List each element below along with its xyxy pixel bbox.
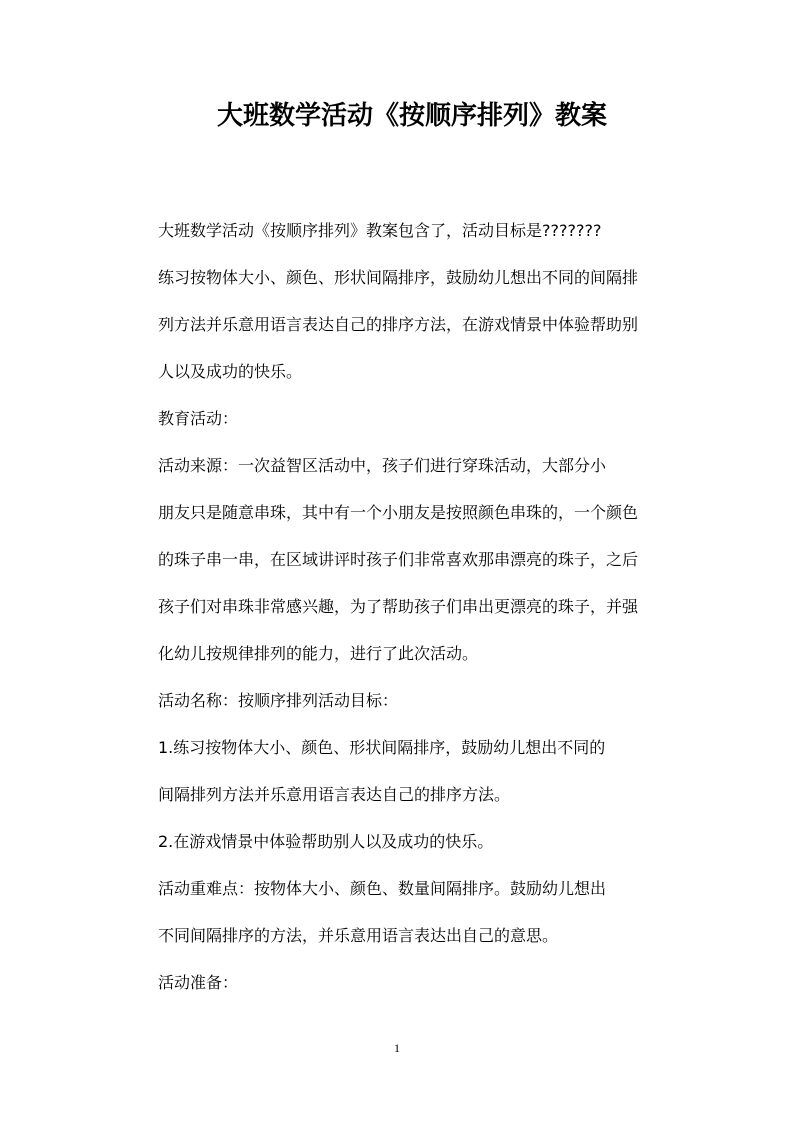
paragraph-line: 练习按物体大小、颜色、形状间隔排序，鼓励幼儿想出不同的间隔排 xyxy=(158,268,639,287)
paragraph-line: 活动重难点：按物体大小、颜色、数量间隔排序。鼓励幼儿想出 xyxy=(158,879,607,898)
paragraph-goal-1 xyxy=(120,724,676,818)
paragraph-line: 间隔排列方法并乐意用语言表达自己的排序方法。 xyxy=(158,785,511,804)
paragraph-line: 孩子们对串珠非常感兴趣，为了帮助孩子们串出更漂亮的珠子，并强 xyxy=(158,597,639,616)
paragraph-line: 朋友只是随意串珠，其中有一个小朋友是按照颜色串珠的，一个颜色 xyxy=(158,503,639,522)
paragraph-education-activity xyxy=(120,395,676,442)
paragraph-line: 列方法并乐意用语言表达自己的排序方法，在游戏情景中体验帮助别 xyxy=(158,315,639,334)
page-number: 1 xyxy=(394,1041,400,1055)
paragraph-line: 教育活动： xyxy=(158,409,239,428)
paragraph-line: 活动准备： xyxy=(158,973,239,992)
paragraph-line: 化幼儿按规律排列的能力，进行了此次活动。 xyxy=(158,644,479,663)
paragraph-line: 2.在游戏情景中体验帮助别人以及成功的快乐。 xyxy=(158,832,494,851)
paragraph-line: 人以及成功的快乐。 xyxy=(158,362,303,381)
document-body xyxy=(120,207,676,1006)
paragraph-activity-source xyxy=(120,442,676,677)
paragraph-line: 活动来源：一次益智区活动中，孩子们进行穿珠活动，大部分小 xyxy=(158,456,607,475)
paragraph-intro xyxy=(120,207,676,395)
paragraph-key-points xyxy=(120,865,676,959)
document-title: 大班数学活动《按顺序排列》教案 xyxy=(216,101,607,131)
paragraph-line: 不同间隔排序的方法，并乐意用语言表达出自己的意思。 xyxy=(158,926,559,945)
paragraph-goal-2 xyxy=(120,818,676,865)
paragraph-line: 的珠子串一串，在区域讲评时孩子们非常喜欢那串漂亮的珠子，之后 xyxy=(158,550,639,569)
paragraph-line: 活动名称：按顺序排列活动目标： xyxy=(158,691,399,710)
paragraph-activity-name xyxy=(120,677,676,724)
paragraph-line: 1.练习按物体大小、颜色、形状间隔排序，鼓励幼儿想出不同的 xyxy=(158,738,606,757)
paragraph-preparation xyxy=(120,959,676,1006)
paragraph-line: 大班数学活动《按顺序排列》教案包含了，活动目标是??????? xyxy=(158,221,602,240)
